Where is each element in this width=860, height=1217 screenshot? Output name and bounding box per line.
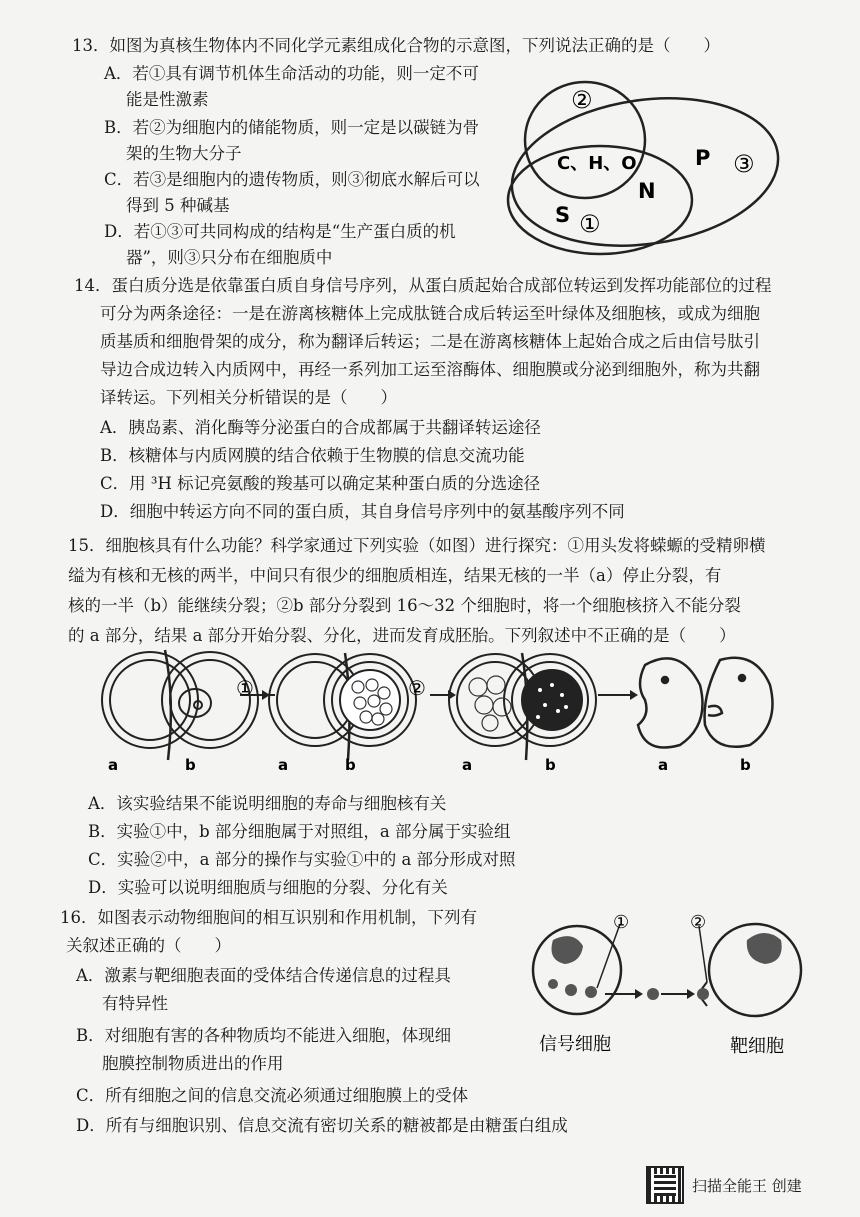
q14-option-b: B．核糖体与内质网膜的结合依赖于生物膜的信息交流功能 bbox=[100, 446, 525, 465]
q16-line-2: 关叙述正确的（ ） bbox=[66, 936, 231, 955]
arrow-step-3 bbox=[598, 690, 638, 700]
venn-label-s: S bbox=[555, 203, 571, 227]
q14-option-c: C．用 ³H 标记亮氨酸的羧基可以确定某种蛋白质的分选途径 bbox=[100, 474, 541, 493]
marker-1: ① bbox=[613, 912, 630, 933]
embryo-b bbox=[705, 658, 773, 747]
egg-stage-2 bbox=[269, 653, 416, 760]
step-1-label: ① bbox=[236, 676, 254, 700]
embryo-a bbox=[638, 658, 703, 747]
scanner-watermark bbox=[646, 1166, 802, 1204]
q14-line-5: 译转运。下列相关分析错误的是（ ） bbox=[100, 388, 397, 407]
egg-stage-1 bbox=[102, 650, 258, 760]
q15-option-b: B．实验①中，b 部分细胞属于对照组，a 部分属于实验组 bbox=[88, 822, 511, 841]
q16-option-a: A．激素与靶细胞表面的受体结合传递信息的过程具 bbox=[76, 966, 451, 985]
salamander-egg-experiment-figure bbox=[90, 645, 790, 785]
q14-option-d: D．细胞中转运方向不同的蛋白质，其自身信号序列中的氨基酸序列不同 bbox=[100, 502, 625, 521]
q15-option-a: A．该实验结果不能说明细胞的寿命与细胞核有关 bbox=[88, 794, 447, 813]
label-b-4: b bbox=[740, 756, 751, 774]
signal-cell-label: 信号细胞 bbox=[539, 1034, 611, 1055]
q13-option-a-cont: 能是性激素 bbox=[126, 90, 209, 109]
q14-line-4: 导边合成边转入内质网中，再经一系列加工运至溶酶体、细胞膜或分泌到细胞外，称为共翻 bbox=[100, 360, 760, 379]
egg-stage-3 bbox=[449, 653, 596, 760]
q16-option-c: C．所有细胞之间的信息交流必须通过细胞膜上的受体 bbox=[76, 1086, 469, 1105]
q13-option-a: A．若①具有调节机体生命活动的功能，则一定不可 bbox=[104, 64, 479, 83]
q15-option-c: C．实验②中，a 部分的操作与实验①中的 a 部分形成对照 bbox=[88, 850, 516, 869]
q13-option-d-cont: 器”，则③只分布在细胞质中 bbox=[126, 248, 333, 267]
q13-option-c-cont: 得到 5 种碱基 bbox=[126, 196, 230, 215]
q14-line-3: 质基质和细胞骨架的成分，称为翻译后转运；二是在游离核糖体上起始合成之后由信号肽引 bbox=[100, 332, 760, 351]
label-b-2: b bbox=[345, 756, 356, 774]
q16-option-a-cont: 有特异性 bbox=[102, 994, 168, 1013]
venn-label-two: ② bbox=[571, 86, 593, 114]
venn-label-one: ① bbox=[579, 210, 601, 238]
q13-stem: 13．如图为真核生物体内不同化学元素组成化合物的示意图，下列说法正确的是（ ） bbox=[72, 36, 720, 55]
q16-option-b: B．对细胞有害的各种物质均不能进入细胞，体现细 bbox=[76, 1026, 452, 1045]
q13-option-b: B．若②为细胞内的储能物质，则一定是以碳链为骨 bbox=[104, 118, 480, 137]
label-a-1: a bbox=[108, 756, 119, 774]
q15-option-d: D．实验可以说明细胞质与细胞的分裂、分化有关 bbox=[88, 878, 448, 897]
q15-line-4: 的 a 部分，结果 a 部分开始分裂、分化，进而发育成胚胎。下列叙述中不正确的是（ ） bbox=[68, 626, 736, 645]
step-2-label: ② bbox=[408, 676, 426, 700]
qr-code-icon bbox=[646, 1166, 684, 1204]
q14-line-2: 可分为两条途径：一是在游离核糖体上完成肽链合成后转运至叶绿体及细胞核，或成为细胞 bbox=[100, 304, 760, 323]
label-a-3: a bbox=[462, 756, 473, 774]
scanner-watermark-text: 扫描全能王 创建 bbox=[692, 1176, 802, 1195]
signal-cell bbox=[533, 926, 621, 1014]
label-a-2: a bbox=[278, 756, 289, 774]
q15-line-2: 缢为有核和无核的两半，中间只有很少的细胞质相连，结果无核的一半（a）停止分裂，有 bbox=[68, 566, 722, 585]
q13-option-c: C．若③是细胞内的遗传物质，则③彻底水解后可以 bbox=[104, 170, 480, 189]
venn-label-p: P bbox=[695, 146, 711, 170]
venn-diagram bbox=[505, 72, 790, 262]
q15-line-1: 15．细胞核具有什么功能？科学家通过下列实验（如图）进行探究：①用头发将蝾螈的受精卵横 bbox=[68, 536, 766, 555]
arrow-step-2 bbox=[430, 690, 456, 700]
venn-label-center: C、H、O bbox=[557, 153, 637, 174]
label-b-1: b bbox=[185, 756, 196, 774]
label-a-4: a bbox=[658, 756, 669, 774]
q16-option-b-cont: 胞膜控制物质进出的作用 bbox=[102, 1054, 284, 1073]
q13-option-b-cont: 架的生物大分子 bbox=[126, 144, 242, 163]
marker-2: ② bbox=[690, 912, 707, 933]
label-b-3: b bbox=[545, 756, 556, 774]
venn-label-three: ③ bbox=[733, 150, 755, 178]
q16-line-1: 16．如图表示动物细胞间的相互识别和作用机制，下列有 bbox=[60, 908, 477, 927]
q15-line-3: 核的一半（b）能继续分裂；②b 部分分裂到 16～32 个细胞时，将一个细胞核挤入不能分裂 bbox=[68, 596, 741, 615]
q14-option-a: A．胰岛素、消化酶等分泌蛋白的合成都属于共翻译转运途径 bbox=[100, 418, 541, 437]
venn-label-n: N bbox=[638, 179, 656, 203]
q16-option-d: D．所有与细胞识别、信息交流有密切关系的糖被都是由糖蛋白组成 bbox=[76, 1116, 568, 1135]
cell-signaling-figure bbox=[525, 912, 815, 1062]
q14-line-1: 14．蛋白质分选是依靠蛋白质自身信号序列，从蛋白质起始合成部位转运到发挥功能部位的过程 bbox=[74, 276, 772, 295]
q13-option-d: D．若①③可共同构成的结构是“生产蛋白质的机 bbox=[104, 222, 456, 241]
target-cell-label: 靶细胞 bbox=[730, 1036, 784, 1057]
